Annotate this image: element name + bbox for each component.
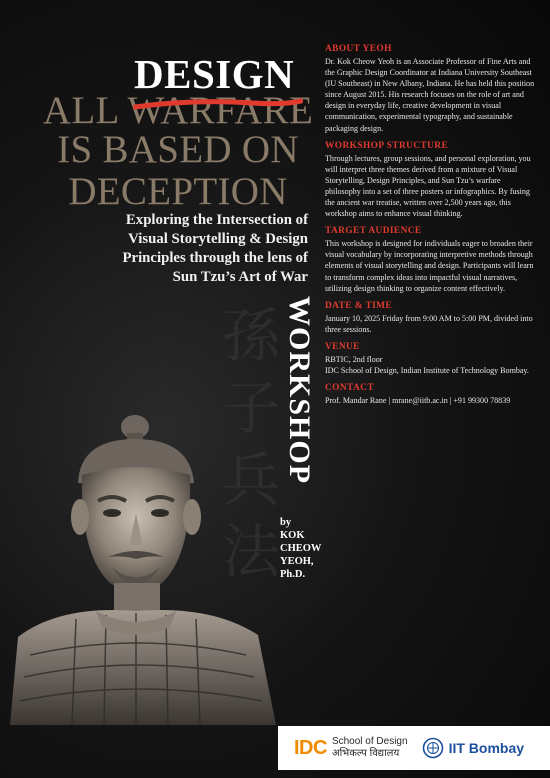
section-audience-title: TARGET AUDIENCE xyxy=(325,226,422,237)
warrior-bust-illustration xyxy=(0,405,290,725)
idc-logo-text xyxy=(332,736,408,760)
section-about-title: ABOUT YEOH xyxy=(325,44,392,54)
section-datetime-title: DATE & TIME xyxy=(325,300,393,311)
subtitle-line-1: Exploring the Intersection of xyxy=(125,212,308,228)
byline-name-2: CHEOW xyxy=(280,543,322,554)
headline-line-3: DECEPTION xyxy=(68,170,288,213)
subtitle-line-3: Principles through the lens of xyxy=(122,250,308,266)
byline-by: by xyxy=(280,517,292,528)
section-structure-title: WORKSHOP STRUCTURE xyxy=(325,140,449,151)
section-structure xyxy=(325,141,537,220)
idc-logo-line-2: अभिकल्प विद्यालय xyxy=(331,748,400,759)
section-venue-title: VENUE xyxy=(325,341,360,352)
section-venue xyxy=(325,342,537,376)
subtitle-line-2: Visual Storytelling & Design xyxy=(128,231,308,247)
section-datetime-body: January 10, 2025 Friday from 9:00 AM to 5:00 PM, divided into three sessions. xyxy=(325,313,533,334)
subtitle xyxy=(64,211,308,287)
section-audience-body: This workshop is designed for individuals eager to broaden their visual vocabulary by incorporating interpretive methods through elements of visual storytelling and design. Participants will learn to transform complex ideas into impactful visual narratives, utilizing design thinking to organize content effectively. xyxy=(325,239,534,293)
idc-logo-mark: IDC xyxy=(294,736,327,759)
byline xyxy=(280,516,330,581)
subtitle-line-4: Sun Tzu’s Art of War xyxy=(172,269,308,285)
headline-line-2: IS BASED ON xyxy=(57,128,299,171)
footer-logo-bar xyxy=(278,726,550,770)
section-venue-line-1: RBTIC, 2nd floor xyxy=(325,354,383,364)
iit-bombay-name: IIT Bombay xyxy=(448,740,525,756)
section-structure-body: Through lectures, group sessions, and personal exploration, you will interpret three themes derived from a mixture of Visual Storytelling, Design Principles, and Sun Tzu’s warfare philosophy into a set of three posters or infographics. By fusing the ancient war treatise, written over 2,500 years ago, this workshop aims to enhance visual thinking. xyxy=(325,153,531,219)
headline-struck-word: WARFARE xyxy=(127,89,314,132)
red-strike-line xyxy=(133,97,303,111)
byline-name-1: KOK xyxy=(280,530,305,541)
section-contact-title: CONTACT xyxy=(325,383,374,394)
background-calligraphy: 孫子兵法 xyxy=(221,302,280,586)
section-about-body: Dr. Kok Cheow Yeoh is an Associate Professor of Fine Arts and the Graphic Design Coordinator at Indiana University Southeast (IU Southeast) in New Albany, Indiana. He has held this position since August 2015. His research focuses on the role of art and design in everyday life, creative development in visual communication, experimental typography, and sustainable packaging design. xyxy=(325,57,535,133)
section-contact xyxy=(325,383,537,406)
info-column xyxy=(325,44,537,413)
byline-degree: Ph.D. xyxy=(280,569,306,580)
idc-logo-line-1: School of Design xyxy=(331,736,408,747)
section-venue-line-2: IDC School of Design, Indian Institute of Technology Bombay. xyxy=(325,365,529,375)
iit-emblem-icon xyxy=(422,737,444,759)
headline-line-1-prefix: ALL xyxy=(42,89,128,132)
section-datetime xyxy=(325,301,537,335)
section-audience xyxy=(325,226,537,293)
section-about xyxy=(325,44,537,134)
byline-name-3: YEOH, xyxy=(280,556,314,567)
section-contact-body: Prof. Mandar Rane | mrane@iitb.ac.in | +91 99300 78839 xyxy=(325,396,511,406)
workshop-vertical-label: WORKSHOP xyxy=(283,296,316,485)
headline-design-word: DESIGN xyxy=(134,51,295,97)
